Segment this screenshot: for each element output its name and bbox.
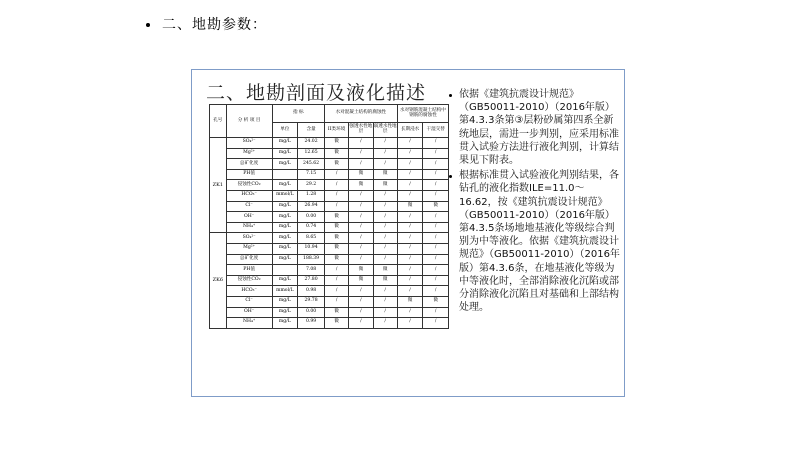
table-cell: / [397,286,423,297]
table-cell: 27.80 [298,275,325,286]
table-cell: 微 [423,296,449,307]
table-cell: 微 [373,275,397,286]
table-cell: NH₄⁺ [226,318,272,329]
table-cell: 微 [324,254,348,265]
table-cell: / [349,254,373,265]
table-cell: mg/L [272,180,298,191]
table-row [210,201,449,212]
table-cell: mg/L [272,212,298,223]
table-cell: 总矿化度 [226,159,272,170]
table-cell: / [373,233,397,244]
table-cell: / [349,233,373,244]
table-cell: / [423,265,449,276]
table-cell: 微 [349,180,373,191]
table-cell: SO₄²⁻ [226,138,272,149]
table-cell: / [423,138,449,149]
table-cell: / [349,307,373,318]
table-row [210,159,449,170]
table-cell: / [373,138,397,149]
table-cell: / [397,265,423,276]
note-text: 根据标准贯入试验液化判别结果，各钻孔的液化指数ILE=11.0～16.62，按《建筑抗震设计规范》（GB50011-2010）（2016年版）第4.3.5条场地地基液化等级综合判别为中等液化。依据《建筑抗震设计规范》（GB50011-2010）（2016年版）第4.3.6条，在地基液化等级为中等液化时，全部消除液化沉陷或部分消除液化沉陷且对基础和上部结构处理。 [459,170,620,314]
table-header [210,105,449,138]
table-cell: 侵蚀性CO₂ [226,275,272,286]
table-cell: 微 [373,265,397,276]
table-cell: 7.08 [298,265,325,276]
table-cell: 微 [324,212,348,223]
table-cell: / [373,254,397,265]
table-cell: mg/L [272,243,298,254]
table-cell: / [373,318,397,329]
table-cell: / [423,159,449,170]
table-cell: HCO₃⁻ [226,190,272,201]
table-body [210,138,449,329]
table-cell: 0.99 [298,318,325,329]
table-row [210,169,449,180]
table-row [210,233,449,244]
table-cell: 总矿化度 [226,254,272,265]
table-row [210,318,449,329]
table-row [210,275,449,286]
table-cell: / [373,201,397,212]
table-cell: mg/L [272,254,298,265]
table-cell: 0.98 [298,286,325,297]
table-cell: / [397,180,423,191]
table-cell: mg/L [272,233,298,244]
slide-title: 二、地勘剖面及液化描述 [206,82,427,104]
table-cell: 188.39 [298,254,325,265]
table-cell [272,265,298,276]
header-env: II类环境 [324,123,348,138]
table-cell: 微 [324,307,348,318]
header-content: 含量 [298,123,325,138]
table-cell: / [397,233,423,244]
table-cell: Cl⁻ [226,201,272,212]
header-long-immersion: 长期浸水 [397,123,423,138]
water-analysis-table [209,104,449,329]
table-row [210,222,449,233]
table-cell: 微 [397,201,423,212]
table-row [210,243,449,254]
table-cell: 微 [349,169,373,180]
table-cell: / [373,296,397,307]
table-cell: 1.28 [298,190,325,201]
table-cell: 微 [324,318,348,329]
table-row [210,286,449,297]
table-cell: / [324,201,348,212]
table-cell: mg/L [272,138,298,149]
table-cell: / [349,222,373,233]
table-cell: HCO₃⁻ [226,286,272,297]
table-cell: / [349,286,373,297]
liquefaction-notes [459,88,621,316]
table-row [210,254,449,265]
header-water-corrosion: 水对混凝土结构的腐蚀性 [324,105,397,123]
table-cell: / [349,212,373,223]
section-heading [146,14,267,34]
table-cell: / [397,212,423,223]
table-cell: / [349,190,373,201]
table-cell: / [423,243,449,254]
note-item [459,88,621,167]
table-cell: / [423,212,449,223]
header-index: 指 标 [272,105,324,123]
table-cell: OH⁻ [226,212,272,223]
table-cell: mmol/L [272,190,298,201]
table-cell: 微 [373,180,397,191]
table-cell: / [397,138,423,149]
slide-image [191,69,625,397]
header-unit: 单位 [272,123,298,138]
table-cell: / [349,138,373,149]
table-cell: 微 [324,233,348,244]
table-cell: mg/L [272,222,298,233]
table-cell: mg/L [272,159,298,170]
table-cell: 侵蚀性CO₂ [226,180,272,191]
table-cell: PH值 [226,169,272,180]
table-cell [272,169,298,180]
table-cell: 0.00 [298,212,325,223]
table-cell: / [324,169,348,180]
header-wet-dry: 干湿交替 [423,123,449,138]
table-cell: mg/L [272,201,298,212]
table-cell: 微 [349,265,373,276]
table-cell: 0.74 [298,222,325,233]
table-cell: / [397,307,423,318]
table-cell: / [423,318,449,329]
table-cell: 29.2 [298,180,325,191]
table-cell: / [324,296,348,307]
hole-id-cell: ZK6 [210,233,227,328]
bullet-dot-icon [449,94,452,97]
table-cell: mg/L [272,296,298,307]
table-cell: / [349,243,373,254]
table-cell: mg/L [272,148,298,159]
table-cell: / [423,190,449,201]
table-cell: / [397,254,423,265]
header-hole-id: 孔号 [210,105,227,138]
table-row [210,148,449,159]
header-item: 分 析 项 目 [226,105,272,138]
note-item [459,169,621,314]
table-row [210,212,449,223]
table-row [210,265,449,276]
table-cell: NH₄⁺ [226,222,272,233]
table-cell: / [349,148,373,159]
table-cell: / [373,286,397,297]
table-cell: / [373,148,397,159]
table-cell: 29.78 [298,296,325,307]
table-cell: 12.65 [298,148,325,159]
table-row [210,180,449,191]
table-cell: / [324,190,348,201]
table-cell: / [423,233,449,244]
bullet-dot-icon [146,23,150,27]
hole-id-cell: ZK1 [210,138,227,233]
table-cell: 245.62 [298,159,325,170]
table-cell: / [397,275,423,286]
table-cell: / [324,275,348,286]
table-cell: / [423,180,449,191]
table-cell: 微 [373,169,397,180]
table-cell: mg/L [272,318,298,329]
table-cell: / [397,159,423,170]
header-steel-corrosion: 水对钢筋混凝土结构中钢筋的腐蚀性 [397,105,448,123]
bullet-dot-icon [449,175,452,178]
table-cell: 微 [423,201,449,212]
table-cell: Mg²⁺ [226,243,272,254]
table-cell: 24.02 [298,138,325,149]
table-cell: / [423,254,449,265]
table-cell: 微 [324,243,348,254]
table-cell: / [423,222,449,233]
table-cell: / [349,201,373,212]
table-cell: 10.94 [298,243,325,254]
table-cell: 微 [397,296,423,307]
table-cell: / [373,190,397,201]
table-cell: / [373,307,397,318]
table-row [210,296,449,307]
table-cell: Mg²⁺ [226,148,272,159]
table-cell: / [324,286,348,297]
table-cell: / [397,318,423,329]
table-cell: mg/L [272,275,298,286]
table-cell: / [423,307,449,318]
table-cell: / [423,169,449,180]
table-cell: 微 [324,159,348,170]
table-cell: / [349,296,373,307]
header-weak-perm: 弱透水性地层 [373,123,397,138]
table-row [210,138,449,149]
table-cell: / [373,222,397,233]
table-cell: 0.00 [298,307,325,318]
table-cell: / [397,190,423,201]
table-cell: 微 [324,222,348,233]
table-cell: mmol/L [272,286,298,297]
table-cell: / [397,148,423,159]
table-cell: mg/L [272,307,298,318]
table-row [210,307,449,318]
table-cell: PH值 [226,265,272,276]
table-cell: SO₄²⁻ [226,233,272,244]
table-cell: 微 [324,138,348,149]
table-cell: 26.94 [298,201,325,212]
table-cell: / [349,159,373,170]
section-heading-text: 二、地勘参数： [162,17,267,33]
table-cell: / [373,243,397,254]
table-cell: / [373,212,397,223]
table-cell: 微 [349,275,373,286]
table-cell: 微 [324,148,348,159]
table-cell: / [397,243,423,254]
table-cell: Cl⁻ [226,296,272,307]
header-strong-perm: 强透水性地层 [349,123,373,138]
table-cell: / [397,169,423,180]
note-text: 依据《建筑抗震设计规范》（GB50011-2010）（2016年版）第4.3.3条第③层粉砂属第四系全新统地层，需进一步判别，应采用标准贯入试验方法进行液化判别，计算结果见下附表。 [459,89,619,167]
table-cell: / [423,275,449,286]
table-cell: / [397,222,423,233]
table-cell: / [349,318,373,329]
table-cell: / [324,265,348,276]
table-cell: OH⁻ [226,307,272,318]
table-cell: 8.65 [298,233,325,244]
table-cell: / [423,286,449,297]
table-cell: / [373,159,397,170]
table-row [210,190,449,201]
table-cell: / [423,148,449,159]
table-cell: / [324,180,348,191]
table-cell: 7.15 [298,169,325,180]
